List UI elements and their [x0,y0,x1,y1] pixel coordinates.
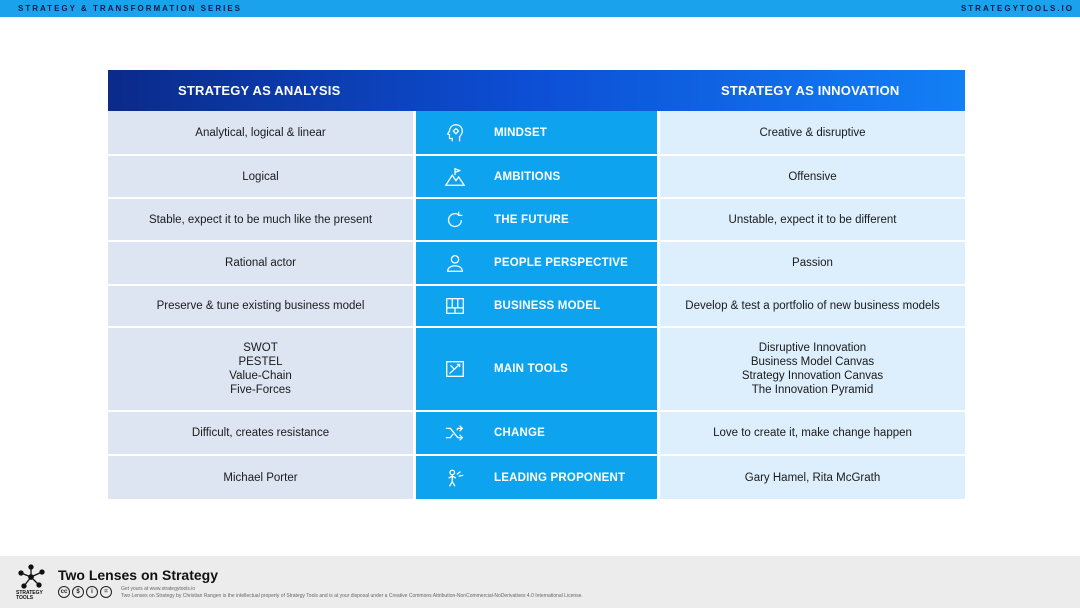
innovation-cell-text: Strategy Innovation Canvas [741,370,884,382]
shuffle-icon [416,422,494,444]
footer-title: Two Lenses on Strategy [58,567,218,583]
topic-label: THE FUTURE [494,213,569,226]
analysis-cell-text: Logical [242,170,279,183]
analysis-cell-text: SWOT [243,342,278,354]
site-link[interactable]: STRATEGYTOOLS.IO [960,4,1074,13]
innovation-cell [660,199,965,240]
analysis-cell [108,286,413,326]
innovation-cell-text: Creative & disruptive [759,126,866,139]
noncommercial-icon: $ [72,586,84,598]
analysis-cell-text: PESTEL [238,356,283,368]
analysis-cell [108,242,413,284]
analysis-cell [108,328,413,410]
topic-cell [416,199,657,240]
analysis-cell-text: Five-Forces [230,384,291,396]
topic-cell [416,328,657,410]
license-badges [58,586,112,598]
footer [0,556,1080,608]
innovation-cell [660,242,965,284]
innovation-cell [660,156,965,197]
topic-label: CHANGE [494,427,546,439]
innovation-cell-text: Love to create it, make change happen [713,427,912,439]
attribution-icon: i [86,586,98,598]
brain-gear-icon [416,122,494,144]
topic-label: AMBITIONS [494,170,561,183]
topic-label: MINDSET [494,126,548,139]
speaker-icon [416,467,494,489]
table-header [108,70,965,111]
innovation-cell-text: Business Model Canvas [750,356,875,368]
topic-cell [416,156,657,197]
topic-cell [416,242,657,284]
analysis-cell [108,111,413,154]
top-bar [0,0,1080,17]
analysis-cell-text: Michael Porter [223,471,298,484]
innovation-cell [660,286,965,326]
analysis-cell-text: Rational actor [225,257,296,269]
topic-label: MAIN TOOLS [494,363,568,375]
topic-label: LEADING PROPONENT [494,471,626,484]
innovation-cell-text: Develop & test a portfolio of new business models [685,300,940,312]
topic-label: BUSINESS MODEL [494,300,601,312]
header-analysis: STRATEGY AS ANALYSIS [178,83,341,98]
canvas-icon [416,295,494,317]
analysis-cell-text: Stable, expect it to be much like the present [148,213,373,226]
innovation-cell [660,328,965,410]
innovation-cell [660,111,965,154]
innovation-cell [660,412,965,454]
person-icon [416,252,494,274]
tools-icon [416,358,494,380]
innovation-cell-text: Offensive [788,170,837,183]
innovation-cell-text: Passion [792,257,833,269]
mountain-flag-icon [416,166,494,188]
topic-cell [416,412,657,454]
analysis-cell-text: Analytical, logical & linear [195,126,326,139]
refresh-icon [416,209,494,231]
topic-cell [416,286,657,326]
innovation-cell-text: The Innovation Pyramid [751,384,874,396]
topic-cell [416,456,657,499]
footer-license: Two Lenses on Strategy by Christian Rangen is the intellectual property of Strategy Tools and is at your disposal under a Creative Commons Attribution-NonCommercial-NoDerivatives 4.0 International License. [121,593,583,599]
analysis-cell-text: Preserve & tune existing business model [156,300,365,312]
series-title: STRATEGY & TRANSFORMATION SERIES [18,4,243,13]
noderivatives-icon: = [100,586,112,598]
analysis-cell [108,199,413,240]
innovation-cell [660,456,965,499]
analysis-cell [108,456,413,499]
analysis-cell [108,156,413,197]
cc-icon: cc [58,586,70,598]
innovation-cell-text: Unstable, expect it to be different [728,213,897,226]
analysis-cell-text: Difficult, creates resistance [191,427,330,439]
topic-cell [416,111,657,154]
strategy-tools-logo: STRATEGY TOOLS [16,564,48,602]
footer-get-link[interactable]: Get yours at www.strategytools.io [121,586,196,592]
analysis-cell-text: Value-Chain [229,370,292,382]
topic-label: PEOPLE PERSPECTIVE [494,257,628,269]
innovation-cell-text: Gary Hamel, Rita McGrath [744,471,881,484]
innovation-cell-text: Disruptive Innovation [758,342,867,354]
analysis-cell [108,412,413,454]
header-innovation: STRATEGY AS INNOVATION [721,83,900,98]
